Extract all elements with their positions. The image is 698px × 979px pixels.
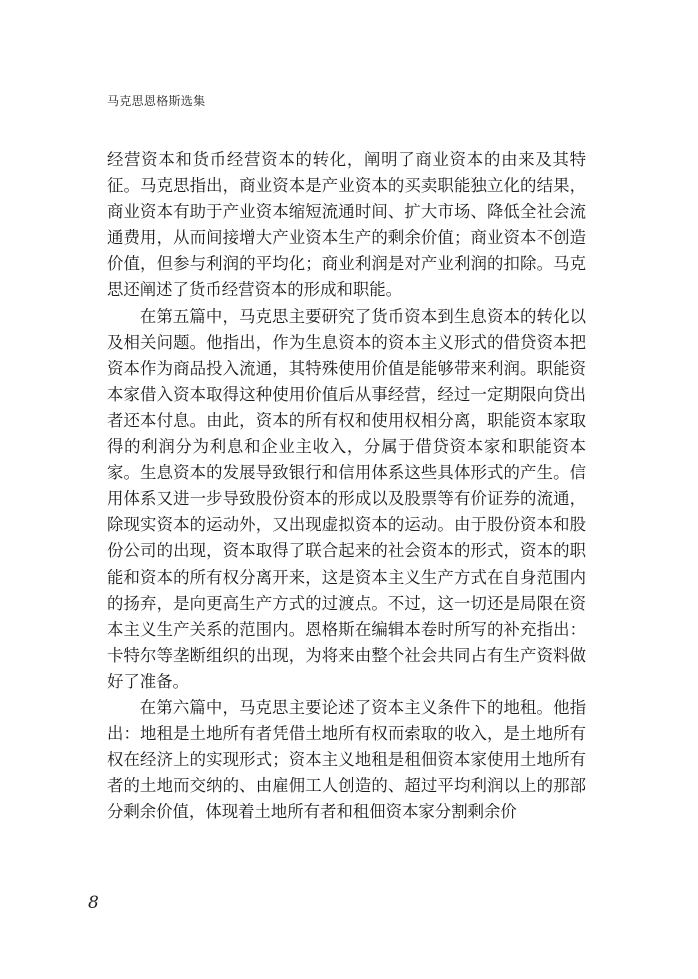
- paragraph-continued: 经营资本和货币经营资本的转化，阐明了商业资本的由来及其特征。马克思指出，商业资本是产业资本的买卖职能独立化的结果，商业资本有助于产业资本缩短流通时间、扩大市场、降低全社会流通费用，从而间接增大产业资本生产的剩余价值；商业资本不创造价值，但参与利润的平均化；商业利润是对产业利润的扣除。马克思还阐述了货币经营资本的形成和职能。: [107, 150, 586, 300]
- paragraph-part-six: 在第六篇中，马克思主要论述了资本主义条件下的地租。他指出：地租是土地所有者凭借土地所有权而索取的收入，是土地所有权在经济上的实现形式；资本主义地租是租佃资本家使用土地所有者的土地而交纳的、由雇佣工人创造的、超过平均利润以上的那部分剩余价值，体现着土地所有者和租佃资本家分割剩余价: [107, 697, 586, 822]
- running-header-title: 马克思恩格斯选集: [107, 94, 206, 108]
- body-text: [107, 147, 586, 825]
- paragraph-part-five: 在第五篇中，马克思主要研究了货币资本到生息资本的转化以及相关问题。他指出，作为生息资本的资本主义形式的借贷资本把资本作为商品投入流通，其特殊使用价值是能够带来利润。职能资本家借入资本取得这种使用价值后从事经营，经过一定期限向贷出者还本付息。由此，资本的所有权和使用权相分离，职能资本家取得的利润分为利息和企业主收入，分属于借贷资本家和职能资本家。生息资本的发展导致银行和信用体系这些具体形式的产生。信用体系又进一步导致股份资本的形成以及股票等有价证券的流通，除现实资本的运动外，又出现虚拟资本的运动。由于股份资本和股份公司的出现，资本取得了联合起来的社会资本的形式，资本的职能和资本的所有权分离开来，这是资本主义生产方式在自身范围内的扬弃，是向更高生产方式的过渡点。不过，这一切还是局限在资本主义生产关系的范围内。恩格斯在编辑本卷时所写的补充指出：卡特尔等垄断组织的出现，为将来由整个社会共同占有生产资料做好了准备。: [107, 306, 586, 691]
- page-number: 8: [88, 893, 99, 913]
